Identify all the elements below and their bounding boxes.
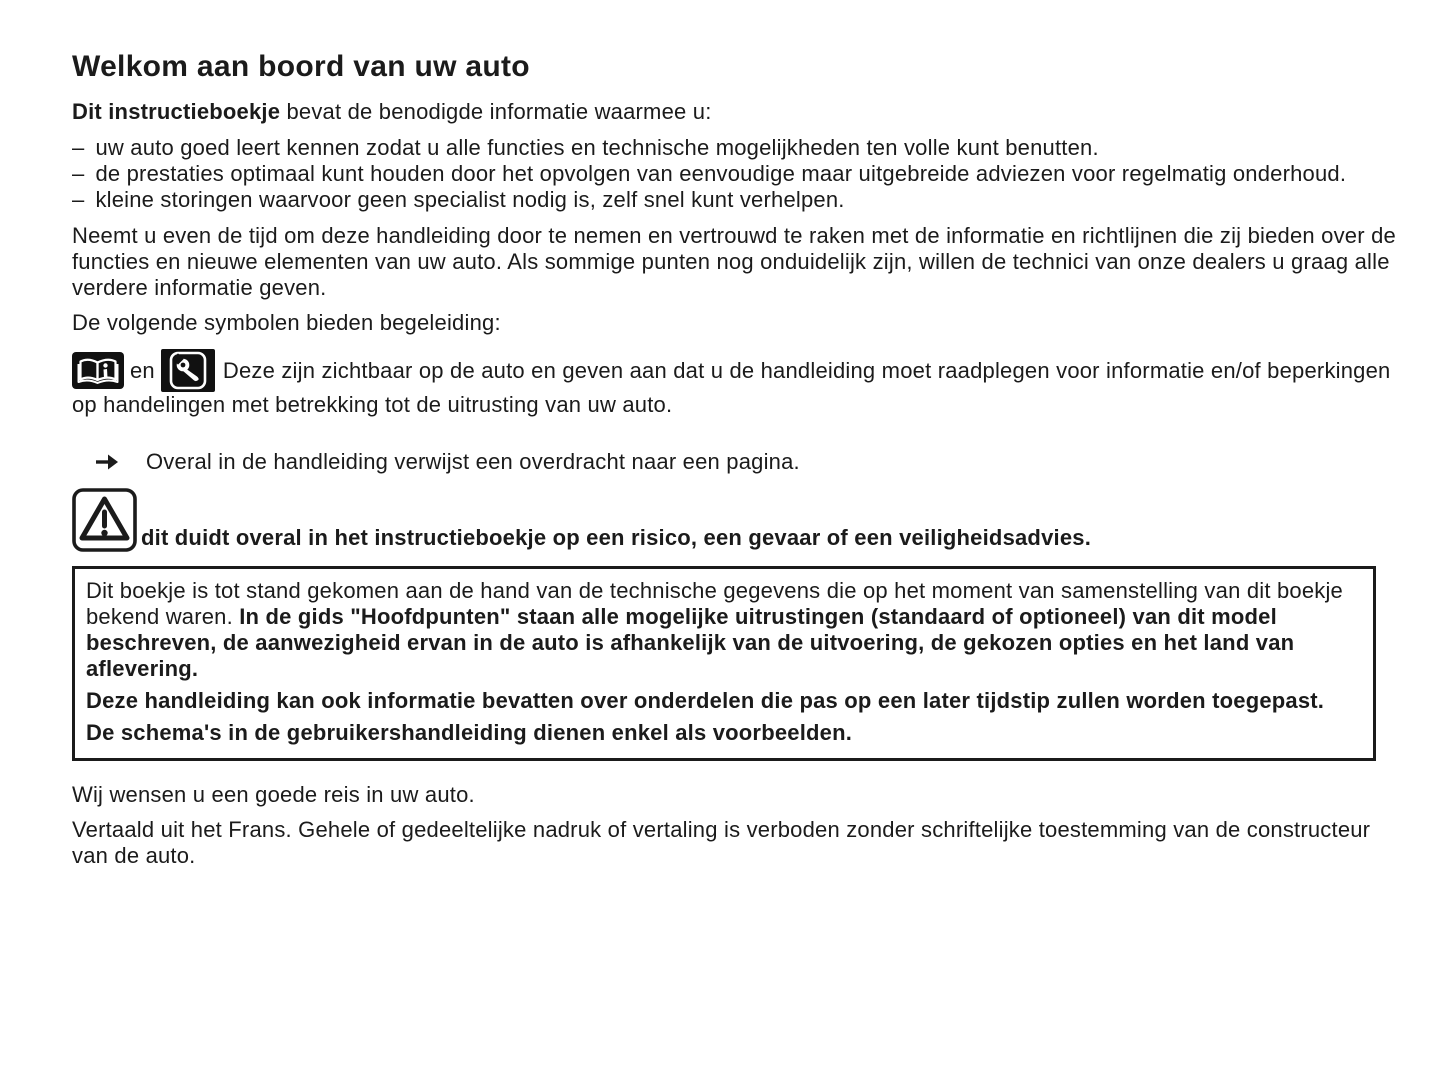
page-reference-row bbox=[72, 449, 1403, 475]
page-reference-text: Overal in de handleiding verwijst een overdracht naar een pagina. bbox=[146, 449, 800, 474]
symbols-text: Deze zijn zichtbaar op de auto en geven aan dat u de handleiding moet raadplegen voor informatie en/of beperkingen op handelingen met betrekking tot de uitrusting van uw auto. bbox=[72, 358, 1391, 417]
warning-triangle-icon bbox=[72, 488, 137, 552]
notice-paragraph-3: De schema's in de gebruikershandleiding dienen enkel als voorbeelden. bbox=[86, 720, 853, 745]
closing-paragraph: Wij wensen u een goede reis in uw auto. bbox=[72, 782, 475, 807]
bullet-dash: – bbox=[72, 187, 85, 212]
warning-row bbox=[72, 488, 1403, 552]
page-reference-arrow-icon bbox=[95, 453, 119, 471]
warning-text: dit duidt overal in het instructieboekje op een risico, een gevaar of een veiligheidsadvies. bbox=[141, 525, 1092, 550]
symbols-intro: De volgende symbolen bieden begeleiding: bbox=[72, 310, 501, 335]
notice-p1-normal-run: Dit boekje is tot stand gekomen aan de hand van de technische gegevens die op het moment van samenstelling van dit boekje bekend waren. bbox=[86, 578, 1343, 629]
symbols-paragraph bbox=[72, 349, 1403, 418]
bullet-item bbox=[72, 135, 1403, 161]
guidance-paragraph: Neemt u even de tijd om deze handleiding door te nemen en vertrouwd te raken met de informatie en richtlijnen die zij bieden over de functies en nieuwe elementen van uw auto. Als sommige punten nog onduidelijk zijn, willen de technici van onze dealers u graag alle verdere informatie geven. bbox=[72, 223, 1396, 300]
page-title: Welkom aan boord van uw auto bbox=[72, 50, 530, 83]
bullet-text: kleine storingen waarvoor geen specialist nodig is, zelf snel kunt verhelpen. bbox=[95, 187, 845, 212]
notice-paragraph-1 bbox=[86, 578, 1362, 682]
intro-rest-run: bevat de benodigde informatie waarmee u: bbox=[280, 99, 712, 124]
notice-box bbox=[72, 566, 1376, 761]
bullet-item bbox=[72, 161, 1403, 187]
bullet-text: de prestaties optimaal kunt houden door het opvolgen van eenvoudige maar uitgebreide adviezen voor regelmatig onderhoud. bbox=[95, 161, 1347, 186]
symbols-connector: en bbox=[130, 358, 155, 383]
intro-bold-run: Dit instructieboekje bbox=[72, 99, 281, 124]
intro-paragraph bbox=[72, 99, 1403, 125]
open-book-info-icon bbox=[72, 352, 124, 389]
bullet-item bbox=[72, 187, 1403, 213]
notice-paragraph-2: Deze handleiding kan ook informatie bevatten over onderdelen die pas op een later tijdstip zullen worden toegepast. bbox=[86, 688, 1325, 713]
bullet-text: uw auto goed leert kennen zodat u alle functies en technische mogelijkheden ten volle kunt benutten. bbox=[95, 135, 1099, 160]
bullet-dash: – bbox=[72, 135, 85, 160]
wrench-icon bbox=[161, 349, 215, 392]
translation-notice: Vertaald uit het Frans. Gehele of gedeeltelijke nadruk of vertaling is verboden zonder schriftelijke toestemming van de constructeur van de auto. bbox=[72, 817, 1371, 868]
bullet-dash: – bbox=[72, 161, 85, 186]
notice-p1-bold-run: In de gids "Hoofdpunten" staan alle mogelijke uitrustingen (standaard of optioneel) van dit model beschreven, de aanwezigheid ervan in de auto is afhankelijk van de uitvoering, de gekozen opties en het land van aflevering. bbox=[86, 604, 1295, 681]
bullet-list bbox=[72, 135, 1403, 213]
